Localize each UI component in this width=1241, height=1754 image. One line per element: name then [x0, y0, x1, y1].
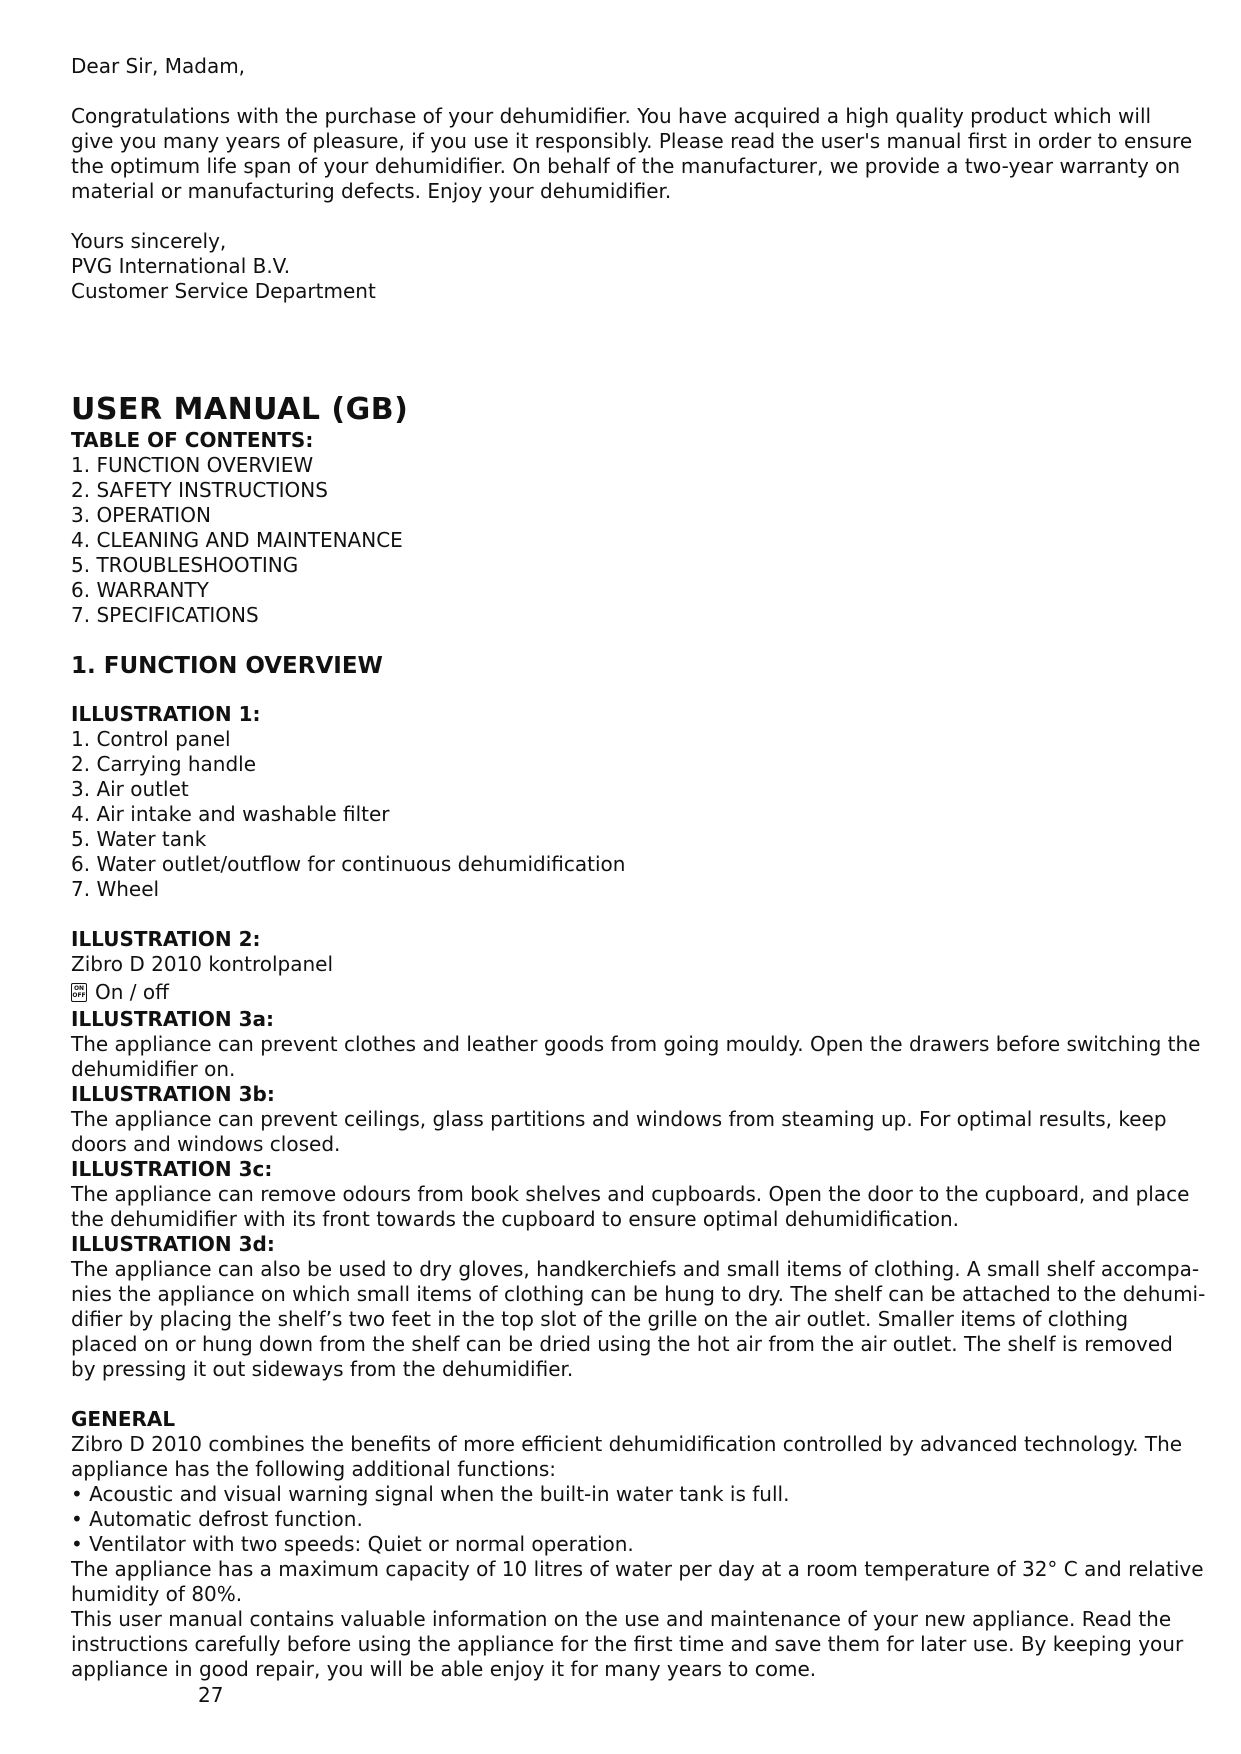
paragraph-line: nies the appliance on which small items of clothing can be hung to dry. The shelf can be attached to the dehumi- — [71, 1282, 1206, 1306]
letter-body-line: Congratulations with the purchase of your dehumidifier. You have acquired a high quality product which will — [71, 104, 1152, 128]
page-number: 27 — [198, 1683, 224, 1707]
illustration-3b-heading: ILLUSTRATION 3b: — [71, 1082, 275, 1106]
list-item: 7. Wheel — [71, 877, 160, 901]
paragraph-line: appliance has the following additional functions: — [71, 1457, 557, 1481]
section-function-overview — [71, 652, 1206, 1682]
page-title: USER MANUAL (GB) — [71, 392, 409, 427]
toc-item: 2. SAFETY INSTRUCTIONS — [71, 478, 328, 502]
bullet-item: • Acoustic and visual warning signal when the built-in water tank is full. — [71, 1482, 790, 1506]
power-button-icon — [71, 983, 87, 1002]
letter-closing: Yours sincerely, — [71, 229, 227, 253]
paragraph-line: doors and windows closed. — [71, 1132, 341, 1156]
paragraph-line: the dehumidifier with its front towards the cupboard to ensure optimal dehumidification. — [71, 1207, 959, 1231]
list-item: 5. Water tank — [71, 827, 207, 851]
letter — [71, 54, 1193, 304]
paragraph-line: humidity of 80%. — [71, 1582, 243, 1606]
letter-company: PVG International B.V. — [71, 254, 291, 278]
bullet-item: • Ventilator with two speeds: Quiet or normal operation. — [71, 1532, 634, 1556]
paragraph-line: This user manual contains valuable information on the use and maintenance of your new appliance. Read the — [71, 1607, 1172, 1631]
toc-item: 7. SPECIFICATIONS — [71, 603, 259, 627]
illustration-1-heading: ILLUSTRATION 1: — [71, 702, 261, 726]
paragraph-line: appliance in good repair, you will be able enjoy it for many years to come. — [71, 1657, 817, 1681]
power-icon-top-text: ON — [73, 984, 85, 992]
power-icon-bottom-text: OFF — [72, 991, 86, 999]
paragraph-line: dehumidifier on. — [71, 1057, 236, 1081]
letter-body-line: give you many years of pleasure, if you use it responsibly. Please read the user's manual first in order to ensure — [71, 129, 1193, 153]
table-of-contents — [71, 453, 1187, 628]
toc-item: 5. TROUBLESHOOTING — [71, 553, 299, 577]
paragraph-line: difier by placing the shelf’s two feet in the top slot of the grille on the air outlet. Smaller items of clothing — [71, 1307, 1129, 1331]
paragraph-line: placed on or hung down from the shelf can be dried using the hot air from the air outlet. The shelf is removed — [71, 1332, 1173, 1356]
onoff-row — [71, 977, 1187, 1007]
toc-item: 6. WARRANTY — [71, 578, 209, 602]
letter-body-line: material or manufacturing defects. Enjoy your dehumidifier. — [71, 179, 672, 203]
letter-department: Customer Service Department — [71, 279, 376, 303]
manual-header — [71, 392, 1187, 628]
paragraph-line: The appliance can remove odours from book shelves and cupboards. Open the door to the cupboard, and place — [71, 1182, 1190, 1206]
letter-body-line: the optimum life span of your dehumidifier. On behalf of the manufacturer, we provide a two-year warranty on — [71, 154, 1181, 178]
illustration-2-text: Zibro D 2010 kontrolpanel — [71, 952, 334, 976]
illustration-1-list — [71, 727, 1187, 902]
paragraph-line: The appliance can also be used to dry gloves, handkerchiefs and small items of clothing. A small shelf accompa- — [71, 1257, 1200, 1281]
paragraph-line: by pressing it out sideways from the dehumidifier. — [71, 1357, 574, 1381]
bullet-item: • Automatic defrost function. — [71, 1507, 363, 1531]
document-page — [71, 54, 1206, 1682]
general-heading: GENERAL — [71, 1407, 176, 1431]
paragraph-line: The appliance can prevent clothes and leather goods from going mouldy. Open the drawers before switching the — [71, 1032, 1201, 1056]
list-item: 2. Carrying handle — [71, 752, 257, 776]
illustration-3c-heading: ILLUSTRATION 3c: — [71, 1157, 273, 1181]
illustration-3a-heading: ILLUSTRATION 3a: — [71, 1007, 275, 1031]
paragraph-line: The appliance has a maximum capacity of 10 litres of water per day at a room temperature of 32° C and relative — [71, 1557, 1204, 1581]
section-title: 1. FUNCTION OVERVIEW — [71, 653, 383, 679]
letter-greeting: Dear Sir, Madam, — [71, 54, 246, 78]
toc-item: 4. CLEANING AND MAINTENANCE — [71, 528, 403, 552]
list-item: 4. Air intake and washable filter — [71, 802, 390, 826]
toc-item: 3. OPERATION — [71, 503, 211, 527]
list-item: 3. Air outlet — [71, 777, 189, 801]
paragraph-line: instructions carefully before using the appliance for the first time and save them for later use. By keeping your — [71, 1632, 1184, 1656]
onoff-label: On / off — [95, 979, 169, 1004]
illustration-2-heading: ILLUSTRATION 2: — [71, 927, 261, 951]
toc-item: 1. FUNCTION OVERVIEW — [71, 453, 314, 477]
list-item: 6. Water outlet/outflow for continuous dehumidification — [71, 852, 626, 876]
list-item: 1. Control panel — [71, 727, 231, 751]
paragraph-line: The appliance can prevent ceilings, glass partitions and windows from steaming up. For optimal results, keep — [71, 1107, 1167, 1131]
paragraph-line: Zibro D 2010 combines the benefits of more efficient dehumidification controlled by advanced technology. The — [71, 1432, 1183, 1456]
illustration-3d-heading: ILLUSTRATION 3d: — [71, 1232, 275, 1256]
toc-heading: TABLE OF CONTENTS: — [71, 428, 314, 452]
